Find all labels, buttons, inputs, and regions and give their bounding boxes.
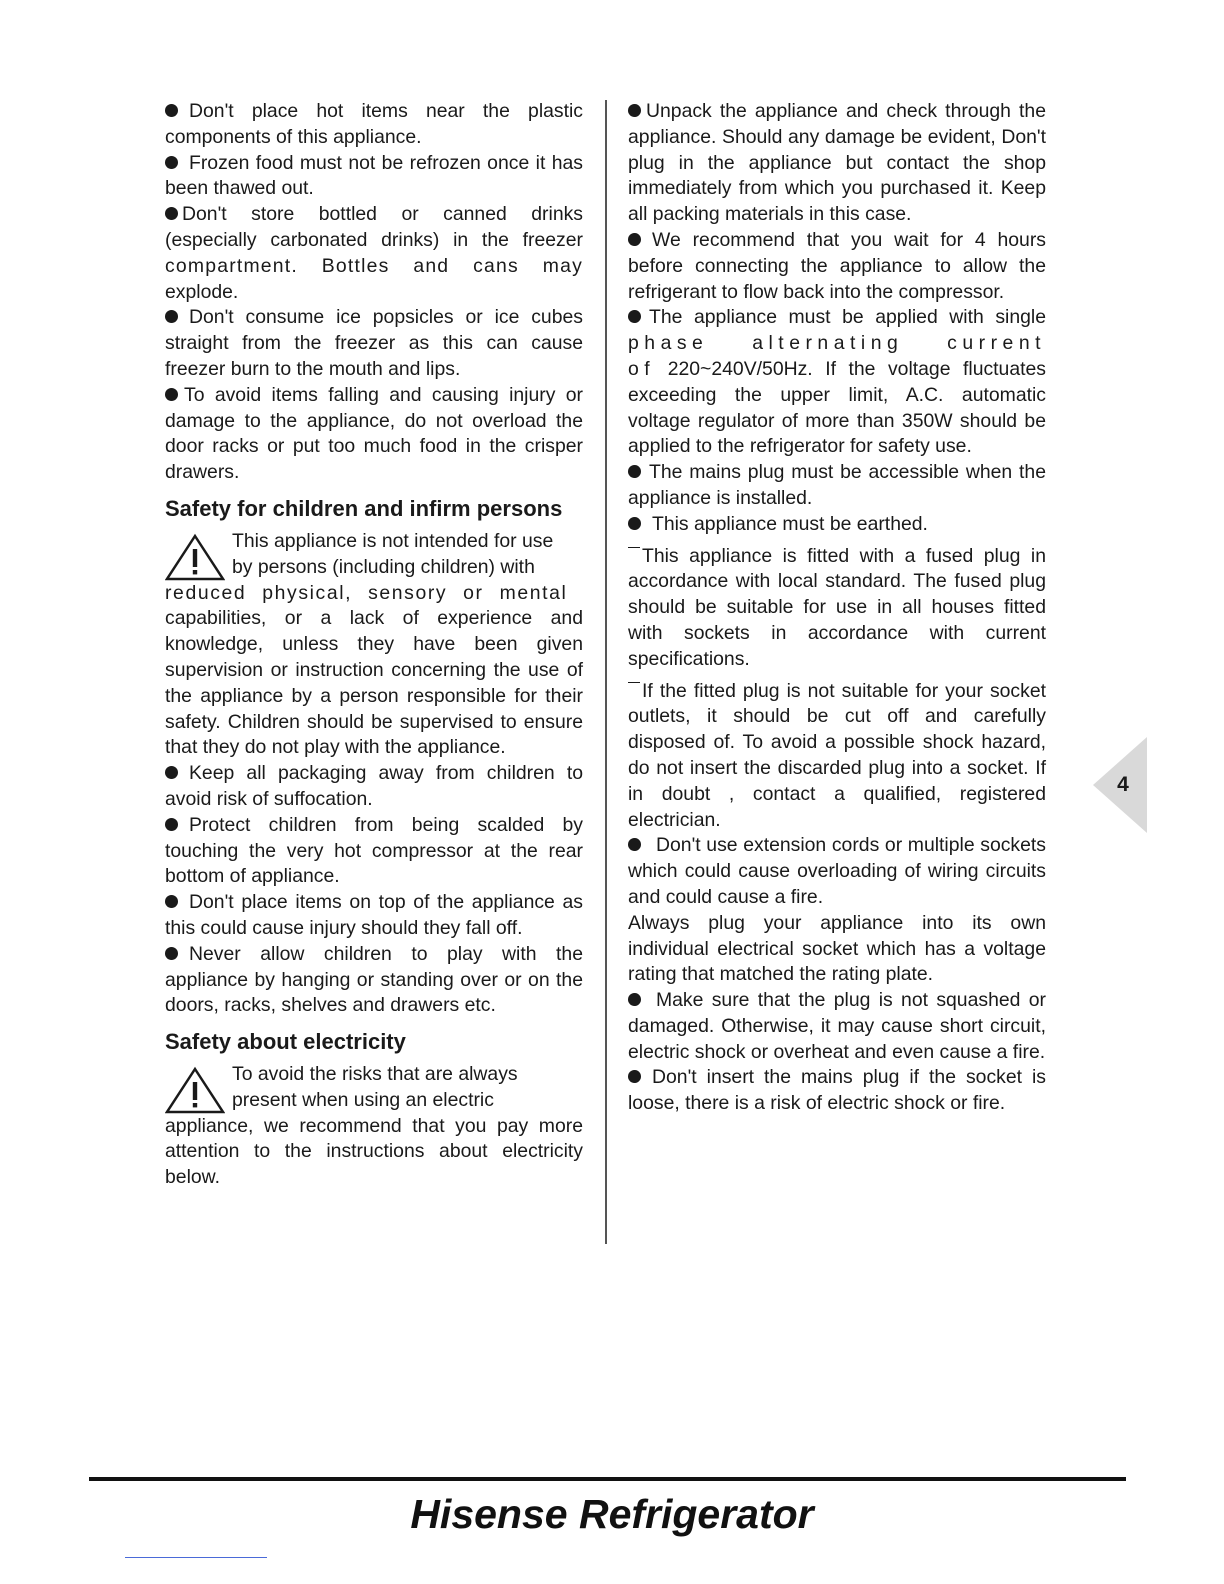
bullet-icon xyxy=(628,310,641,323)
warning-triangle-icon xyxy=(165,1066,225,1114)
paragraph: Always plug your appliance into its own individual electrical socket which has a voltage rating that matched the rating plate. xyxy=(628,911,1046,986)
list-item: Don't use extension cords or multiple sockets which could cause overloading of wiring circuits and could cause a fire. xyxy=(628,834,1046,908)
left-column xyxy=(165,99,583,1191)
list-item: Keep all packaging away from children to avoid risk of suffocation. xyxy=(165,762,583,810)
dash-icon xyxy=(628,682,640,683)
warning-text: capabilities, or a lack of experience and knowledge, unless they have been given supervision or instruction concerning the use of the appliance by a person responsible for their safety. Children should be supervised to ensure that they do not play with the appliance. xyxy=(165,607,583,759)
warning-line: reduced physical, sensory or mental xyxy=(165,581,568,604)
warning-line: by persons (including children) with xyxy=(232,555,535,578)
warning-block-electricity xyxy=(165,1062,583,1191)
bullet-icon xyxy=(628,1070,641,1083)
warning-line: This appliance is not intended for use xyxy=(232,529,554,552)
dash-item: This appliance is fitted with a fused plug in accordance with local standard. The fused plug should be suitable for use in all houses fitted with sockets in accordance with current specifications. xyxy=(628,544,1046,670)
page-number: 4 xyxy=(1117,773,1129,796)
bullet-icon xyxy=(628,993,641,1006)
bullet-icon xyxy=(165,104,178,117)
list-item: Don't store bottled or canned drinks (especially carbonated drinks) in the freezer compartment. Bottles and cans may explode. xyxy=(165,203,583,303)
dash-item: If the fitted plug is not suitable for your socket outlets, it should be cut off and carefully disposed of. To avoid a possible shock hazard, do not insert the discarded plug into a socket. If in doubt , contact a qualified, registered electrician. xyxy=(628,679,1046,831)
warning-line: present when using an electric xyxy=(232,1088,494,1111)
list-item: This appliance must be earthed. xyxy=(628,512,1046,538)
list-item: The mains plug must be accessible when the appliance is installed. xyxy=(628,461,1046,509)
list-item: Don't place items on top of the appliance as this could cause injury should they fall off. xyxy=(165,891,583,939)
bullet-icon xyxy=(165,818,178,831)
list-item: Never allow children to play with the appliance by hanging or standing over or on the doors, racks, shelves and drawers etc. xyxy=(165,942,583,1017)
list-item: Don't place hot items near the plastic components of this appliance. xyxy=(165,100,583,148)
bullet-icon xyxy=(165,895,178,908)
warning-triangle-icon xyxy=(165,533,225,581)
link-underline xyxy=(125,1557,267,1558)
bullet-icon xyxy=(628,465,641,478)
list-item: The appliance must be applied with single phase alternating current of 220~240V/50Hz. If the voltage fluctuates exceeding the upper limit, A.C. automatic voltage regulator of more than 350W should be applied to the refrigerator for safety use. xyxy=(628,306,1046,458)
bullet-icon xyxy=(165,207,178,220)
dash-icon xyxy=(628,547,640,548)
list-item: Make sure that the plug is not squashed or damaged. Otherwise, it may cause short circuit, electric shock or overheat and even cause a fire. xyxy=(628,989,1046,1063)
brand-footer: Hisense Refrigerator xyxy=(410,1491,814,1537)
list-item: Don't consume ice popsicles or ice cubes straight from the freezer as this can cause freezer burn to the mouth and lips. xyxy=(165,306,583,380)
bullet-icon xyxy=(628,233,641,246)
bullet-icon xyxy=(165,947,178,960)
bullet-icon xyxy=(165,156,178,169)
list-item: Unpack the appliance and check through the appliance. Should any damage be evident, Don't plug in the appliance but contact the shop immediately from which you purchased it. Keep all packing materials in this case. xyxy=(628,100,1046,226)
warning-line: To avoid the risks that are always xyxy=(232,1063,518,1086)
section-heading-electricity: Safety about electricity xyxy=(165,1029,406,1055)
warning-block-children xyxy=(165,529,583,761)
bullet-icon xyxy=(628,517,641,530)
bullet-icon xyxy=(165,310,178,323)
right-column xyxy=(628,99,1046,1117)
section-heading-children: Safety for children and infirm persons xyxy=(165,495,563,521)
column-divider xyxy=(605,100,607,1244)
list-item: Protect children from being scalded by touching the very hot compressor at the rear bottom of appliance. xyxy=(165,813,583,888)
list-item: Frozen food must not be refrozen once it has been thawed out. xyxy=(165,151,583,200)
list-item: To avoid items falling and causing injury or damage to the appliance, do not overload the door racks or put too much food in the crisper drawers. xyxy=(165,383,583,484)
bullet-icon xyxy=(165,766,178,779)
warning-text: appliance, we recommend that you pay more attention to the instructions about electricity below. xyxy=(165,1114,583,1189)
list-item: Don't insert the mains plug if the socket is loose, there is a risk of electric shock or fire. xyxy=(628,1066,1046,1115)
bullet-icon xyxy=(628,104,641,117)
footer-rule xyxy=(89,1477,1126,1481)
list-item: We recommend that you wait for 4 hours before connecting the appliance to allow the refrigerant to flow back into the compressor. xyxy=(628,228,1046,303)
bullet-icon xyxy=(165,388,178,401)
bullet-icon xyxy=(628,838,641,851)
